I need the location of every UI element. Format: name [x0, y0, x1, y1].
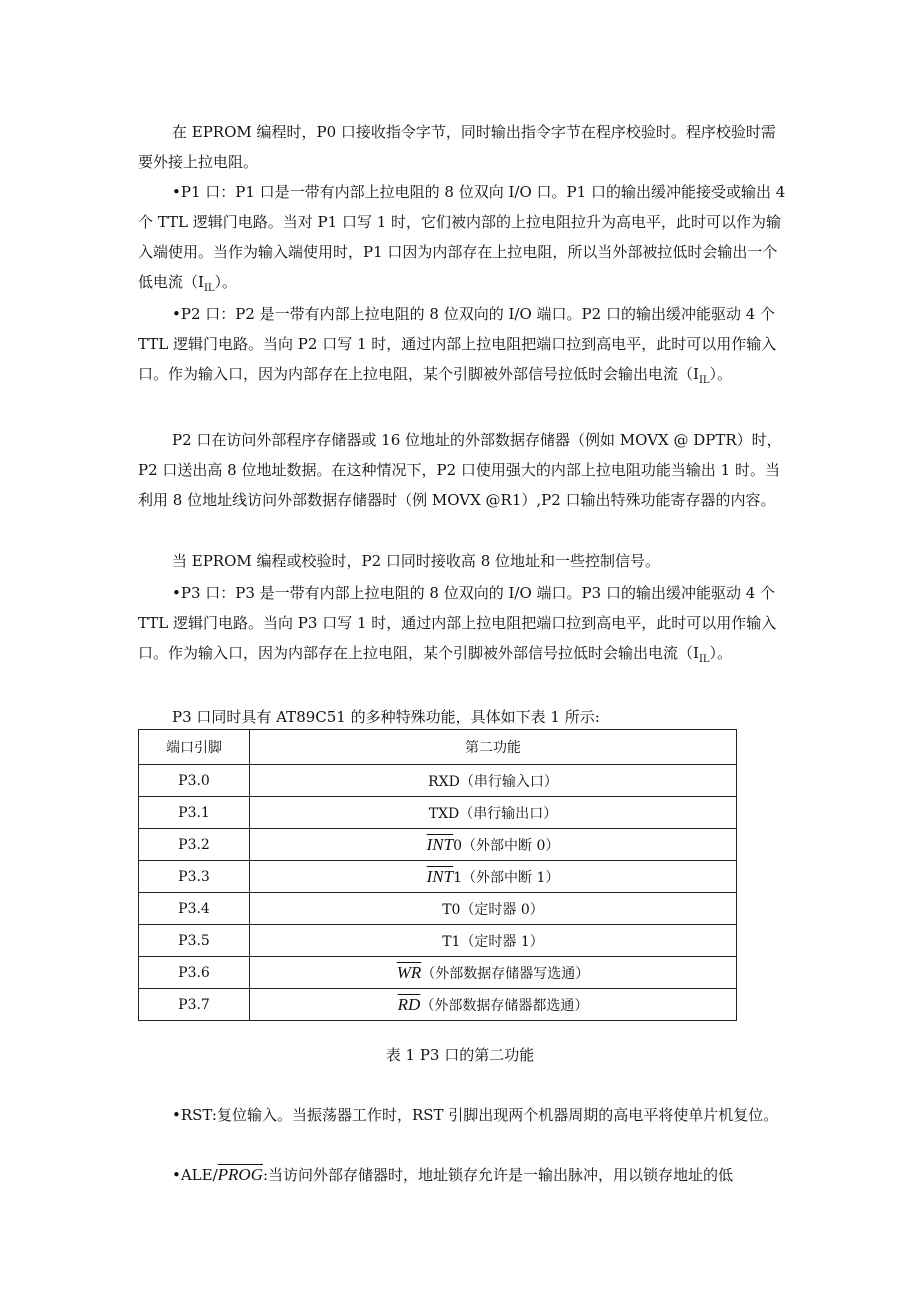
- paragraph-text: 当 EPROM 编程或校验时，P2 口同时接收高 8 位地址和一些控制信号。: [172, 552, 661, 570]
- paragraph-text: 在 EPROM 编程时，P0 口接收指令字节，同时输出指令字节在程序校验时。程序校验时需要外接上拉电阻。: [138, 123, 776, 171]
- paragraph-rst: [138, 1100, 788, 1130]
- header-function: 第二功能: [250, 730, 737, 765]
- overline-signal: $\overline{RD}$: [397, 994, 421, 1014]
- pin-cell: P3.6: [139, 957, 250, 989]
- overline-signal: $\overline{INT}$: [426, 866, 454, 886]
- function-text: T1（定时器 1）: [442, 933, 544, 950]
- pin-cell: P3.0: [139, 765, 250, 797]
- overline-signal: $\overline{INT}$: [426, 834, 454, 854]
- table-row: [139, 957, 737, 989]
- table-row: [139, 925, 737, 957]
- function-text: （外部数据存储器都选通）: [420, 997, 589, 1014]
- subscript-il: IL: [203, 283, 215, 294]
- subscript-il: IL: [698, 375, 710, 386]
- paragraph-p2-address: [138, 425, 788, 515]
- paragraph-p0-eprom: [138, 117, 788, 177]
- function-cell: [250, 957, 737, 989]
- paragraph-text: P2 口在访问外部程序存储器或 16 位地址的外部数据存储器（例如 MOVX @ DPTR）时，P2 口送出高 8 位地址数据。在这种情况下，P2 口使用强大的内部上拉电阻功能当输出 1 时。当利用 8 位地址线访问外部数据存储器时（例 MOVX @R1）,P2 口输出特殊功能寄存器的内容。: [138, 431, 782, 509]
- function-cell: [250, 989, 737, 1021]
- function-text: TXD（串行输出口）: [428, 805, 558, 822]
- paragraph-text-end: ）。: [214, 273, 238, 291]
- table-row: [139, 861, 737, 893]
- p3-function-table: [138, 729, 737, 1021]
- table-row: [139, 829, 737, 861]
- table-header-row: [139, 730, 737, 765]
- table-row: [139, 893, 737, 925]
- pin-cell: P3.4: [139, 893, 250, 925]
- paragraph-p1-port: [138, 177, 788, 304]
- table-row: [139, 765, 737, 797]
- table-row: [139, 989, 737, 1021]
- prog-overline-signal: PROG: [217, 1165, 263, 1184]
- function-cell: [250, 861, 737, 893]
- function-text: T0（定时器 0）: [442, 901, 544, 918]
- ale-prefix: •ALE/: [172, 1166, 218, 1184]
- function-cell: [250, 893, 737, 925]
- paragraph-text: •P1 口：P1 口是一带有内部上拉电阻的 8 位双向 I/O 口。P1 口的输出缓冲能接受或输出 4 个 TTL 逻辑门电路。当对 P1 口写 1 时，它们被内部的上拉电阻拉升为高电平，此时可以作为输入端使用。当作为输入端使用时，P1 口因为内部存在上拉电阻，所以当外部被拉低时会输出一个低电流（I: [138, 183, 786, 291]
- paragraph-p2-eprom: [138, 546, 788, 576]
- paragraph-p3-port: [138, 578, 788, 675]
- paragraph-text-end: ）。: [709, 644, 733, 662]
- function-cell: [250, 829, 737, 861]
- function-text: 0（外部中断 0）: [453, 837, 560, 854]
- paragraph-text: :当访问外部存储器时，地址锁存允许是一输出脉冲，用以锁存地址的低: [262, 1166, 734, 1184]
- pin-cell: P3.7: [139, 989, 250, 1021]
- paragraph-text-end: ）。: [709, 365, 733, 383]
- paragraph-ale: [138, 1160, 788, 1190]
- header-pin: 端口引脚: [139, 730, 250, 765]
- paragraph-p3-intro: [138, 702, 788, 732]
- paragraph-text: •P2 口：P2 是一带有内部上拉电阻的 8 位双向的 I/O 端口。P2 口的输出缓冲能驱动 4 个 TTL 逻辑门电路。当向 P2 口写 1 时，通过内部上拉电阻把端口拉到高电平，此时可以用作输入口。作为输入口，因为内部存在上拉电阻，某个引脚被外部信号拉低时会输出电流（I: [138, 305, 777, 383]
- paragraph-p2-port: [138, 299, 788, 396]
- function-text: （外部数据存储器写选通）: [421, 965, 590, 982]
- pin-cell: P3.5: [139, 925, 250, 957]
- function-cell: [250, 925, 737, 957]
- pin-cell: P3.2: [139, 829, 250, 861]
- paragraph-text: •P3 口：P3 是一带有内部上拉电阻的 8 位双向的 I/O 端口。P3 口的输出缓冲能驱动 4 个 TTL 逻辑门电路。当向 P3 口写 1 时，通过内部上拉电阻把端口拉到高电平，此时可以用作输入口。作为输入口，因为内部存在上拉电阻，某个引脚被外部信号拉低时会输出电流（I: [138, 584, 777, 662]
- paragraph-text: P3 口同时具有 AT89C51 的多种特殊功能，具体如下表 1 所示:: [172, 708, 600, 726]
- function-cell: [250, 765, 737, 797]
- function-text: RXD（串行输入口）: [428, 773, 558, 790]
- table-caption: 表 1 P3 口的第二功能: [385, 1046, 535, 1064]
- table-row: [139, 797, 737, 829]
- function-text: 1（外部中断 1）: [453, 869, 560, 886]
- subscript-il: IL: [698, 654, 710, 665]
- pin-cell: P3.3: [139, 861, 250, 893]
- pin-cell: P3.1: [139, 797, 250, 829]
- function-cell: [250, 797, 737, 829]
- paragraph-text: •RST:复位输入。当振荡器工作时，RST 引脚出现两个机器周期的高电平将使单片机复位。: [172, 1106, 779, 1124]
- overline-signal: $\overline{WR}$: [396, 962, 422, 982]
